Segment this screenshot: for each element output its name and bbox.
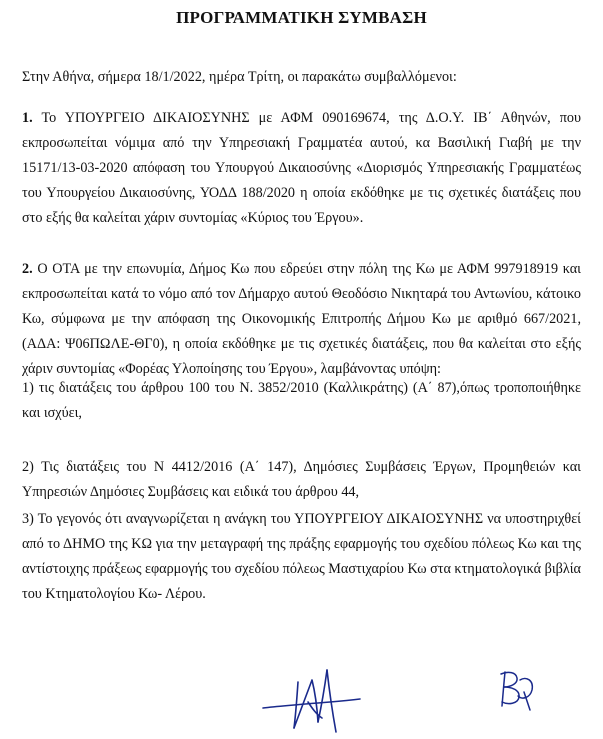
party-1-text: Το ΥΠΟΥΡΓΕΙΟ ΔΙΚΑΙΟΣΥΝΗΣ με ΑΦΜ 090169674, της Δ.Ο.Υ. ΙΒ΄ Αθηνών, που εκπροσωπείται νόμιμα από την Υπηρεσιακή Γραμματέα αυτού, κα Βασιλική Γιαβή με την 15171/13-03-2020 απόφαση του Υπουργού Δικαιοσύνης «Διορισμός Υπηρεσιακής Γραμματέως του Υπουργείου Δικαιοσύνης, ΥΟΔΔ 188/2020 η οποία εκδόθηκε με τις σχετικές διατάξεις που στο εξής θα καλείται χάριν συντομίας «Κύριος του Έργου». <box>22 110 581 226</box>
party-1-paragraph <box>22 106 581 231</box>
consideration-item-3: 3) Το γεγονός ότι αναγνωρίζεται η ανάγκη του ΥΠΟΥΡΓΕΙΟΥ ΔΙΚΑΙΟΣΥΝΗΣ να υποστηριχθεί από το ΔΗΜΟ της ΚΩ για την μεταγραφή της πράξης εφαρμογής του σχεδίου πόλεως Κω και της αντίστοιχης πράξεως εφαρμογής του σχεδίου πόλεως Μαστιχαρίου Κω στα κτηματολογικά βιβλία του Κτηματολογίου Κω- Λέρου. <box>22 511 581 602</box>
document-title: ΠΡΟΓΡΑΜΜΑΤΙΚΗ ΣΥΜΒΑΣΗ <box>176 8 427 27</box>
consideration-item-2: 2) Τις διατάξεις του Ν 4412/2016 (Α΄ 147), Δημόσιες Συμβάσεις Έργων, Προμηθειών και Υπηρεσιών Δημόσιες Συμβάσεις και ειδικά του άρθρου 44, <box>22 459 581 500</box>
party-1-number: 1. <box>22 110 33 126</box>
consideration-item-1: 1) τις διατάξεις του άρθρου 100 του Ν. 3852/2010 (Καλλικράτης) (Α΄ 87),όπως τροποποιήθηκε και ισχύει, <box>22 380 581 421</box>
party-2-paragraph <box>22 257 581 382</box>
intro-line: Στην Αθήνα, σήμερα 18/1/2022, ημέρα Τρίτη, οι παρακάτω συμβαλλόμενοι: <box>22 69 457 85</box>
party-2-number: 2. <box>22 261 33 277</box>
party-2-text: Ο ΟΤΑ με την επωνυμία, Δήμος Κω που εδρεύει στην πόλη της Κω με ΑΦΜ 997918919 και εκπροσωπείται κατά το νόμο από τον Δήμαρχο αυτού Θεοδόσιο Νικηταρά του Αντωνίου, κάτοικο Κω, σύμφωνα με την απόφαση της Οικονομικής Επιτροπής Δήμου Κω με αριθμό 667/2021, (ΑΔΑ: Ψ06ΠΩΛΕ-ΘΓ0), η οποία εκδόθηκε με τις σχετικές διατάξεις, που θα καλείται στο εξής χάριν συντομίας «Φορέας Υλοποίησης του Έργου», λαμβάνοντας υπόψη: <box>22 261 581 377</box>
signature-left-icon <box>260 662 365 739</box>
signature-right-icon <box>492 668 540 712</box>
